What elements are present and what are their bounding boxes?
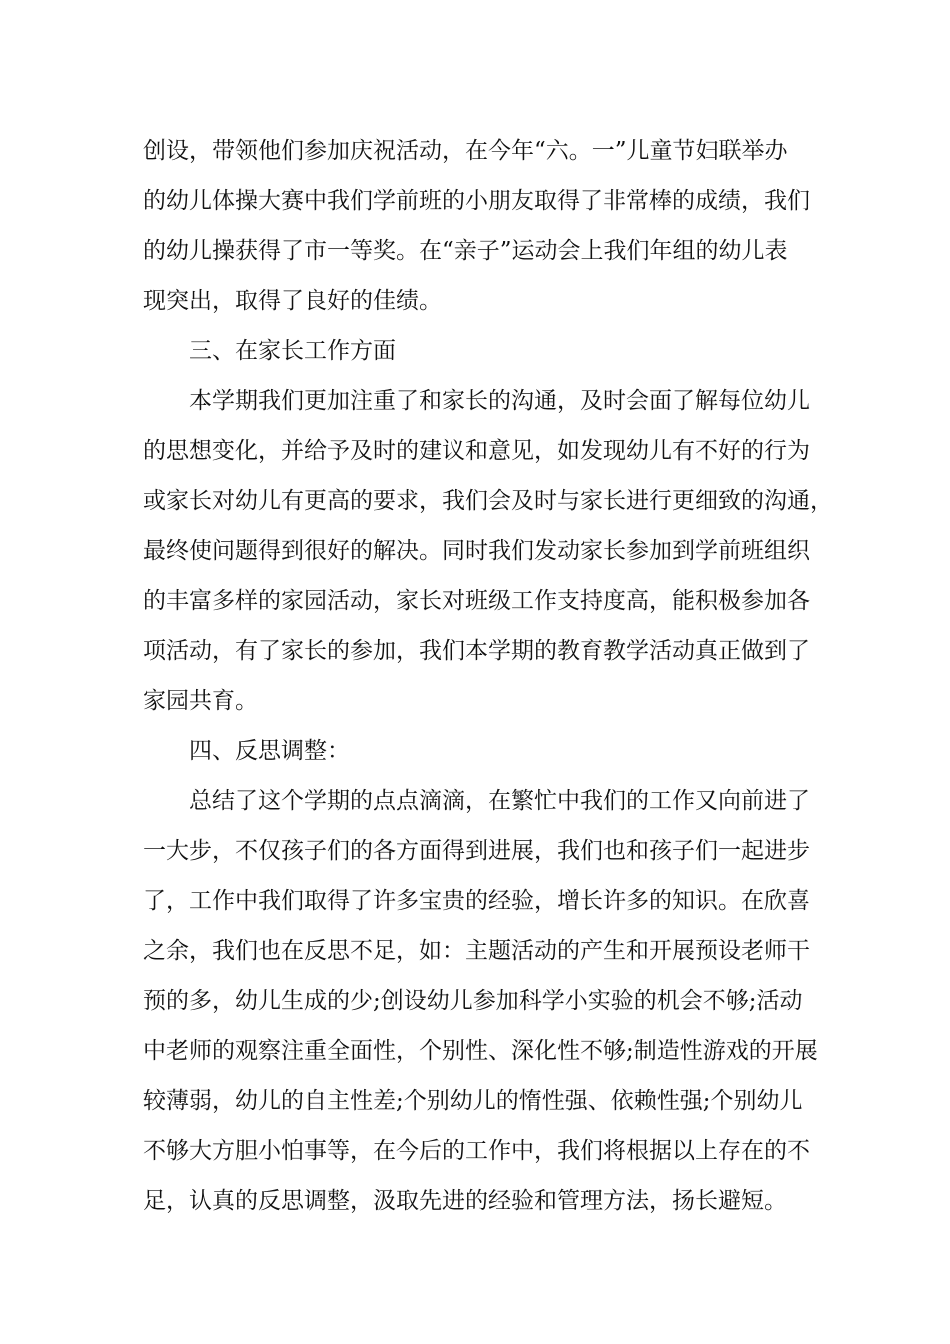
text-line: 之余，我们也在反思不足，如：主题活动的产生和开展预设老师干 <box>143 938 810 964</box>
text-line: 一大步，不仅孩子们的各方面得到进展，我们也和孩子们一起进步 <box>143 838 810 864</box>
text-line: 足，认真的反思调整，汲取先进的经验和管理方法，扬长避短。 <box>143 1188 787 1214</box>
text-line: 项活动，有了家长的参加，我们本学期的教育教学活动真正做到了 <box>143 638 810 664</box>
text-line: 的丰富多样的家园活动，家长对班级工作支持度高，能积极参加各 <box>143 588 810 614</box>
text-line: 最终使问题得到很好的解决。同时我们发动家长参加到学前班组织 <box>143 538 810 564</box>
text-line: 家园共育。 <box>143 688 258 714</box>
text-line: 不够大方胆小怕事等，在今后的工作中，我们将根据以上存在的不 <box>143 1138 810 1164</box>
text-line: 总结了这个学期的点点滴滴，在繁忙中我们的工作又向前进了 <box>189 788 810 814</box>
text-line: 现突出，取得了良好的佳绩。 <box>143 288 442 314</box>
text-line: 较薄弱，幼儿的自主性差;个别幼儿的惰性强、依赖性强;个别幼儿 <box>143 1088 803 1114</box>
text-line: 的幼儿操获得了市一等奖。在“亲子”运动会上我们年组的幼儿表 <box>143 238 788 264</box>
text-line: 创设，带领他们参加庆祝活动，在今年“六。一”儿童节妇联举办 <box>143 138 788 164</box>
text-line: 中老师的观察注重全面性，个别性、深化性不够;制造性游戏的开展 <box>143 1038 818 1064</box>
text-line: 或家长对幼儿有更高的要求，我们会及时与家长进行更细致的沟通， <box>143 488 833 514</box>
text-line: 本学期我们更加注重了和家长的沟通，及时会面了解每位幼儿 <box>189 388 810 414</box>
text-line: 预的多，幼儿生成的少;创设幼儿参加科学小实验的机会不够;活动 <box>143 988 803 1014</box>
text-line: 的思想变化，并给予及时的建议和意见，如发现幼儿有不好的行为 <box>143 438 810 464</box>
section-heading-reflection: 四、反思调整： <box>189 738 350 764</box>
text-line: 了，工作中我们取得了许多宝贵的经验，增长许多的知识。在欣喜 <box>143 888 810 914</box>
section-heading-parents: 三、在家长工作方面 <box>189 338 396 364</box>
text-line: 的幼儿体操大赛中我们学前班的小朋友取得了非常棒的成绩，我们 <box>143 188 810 214</box>
